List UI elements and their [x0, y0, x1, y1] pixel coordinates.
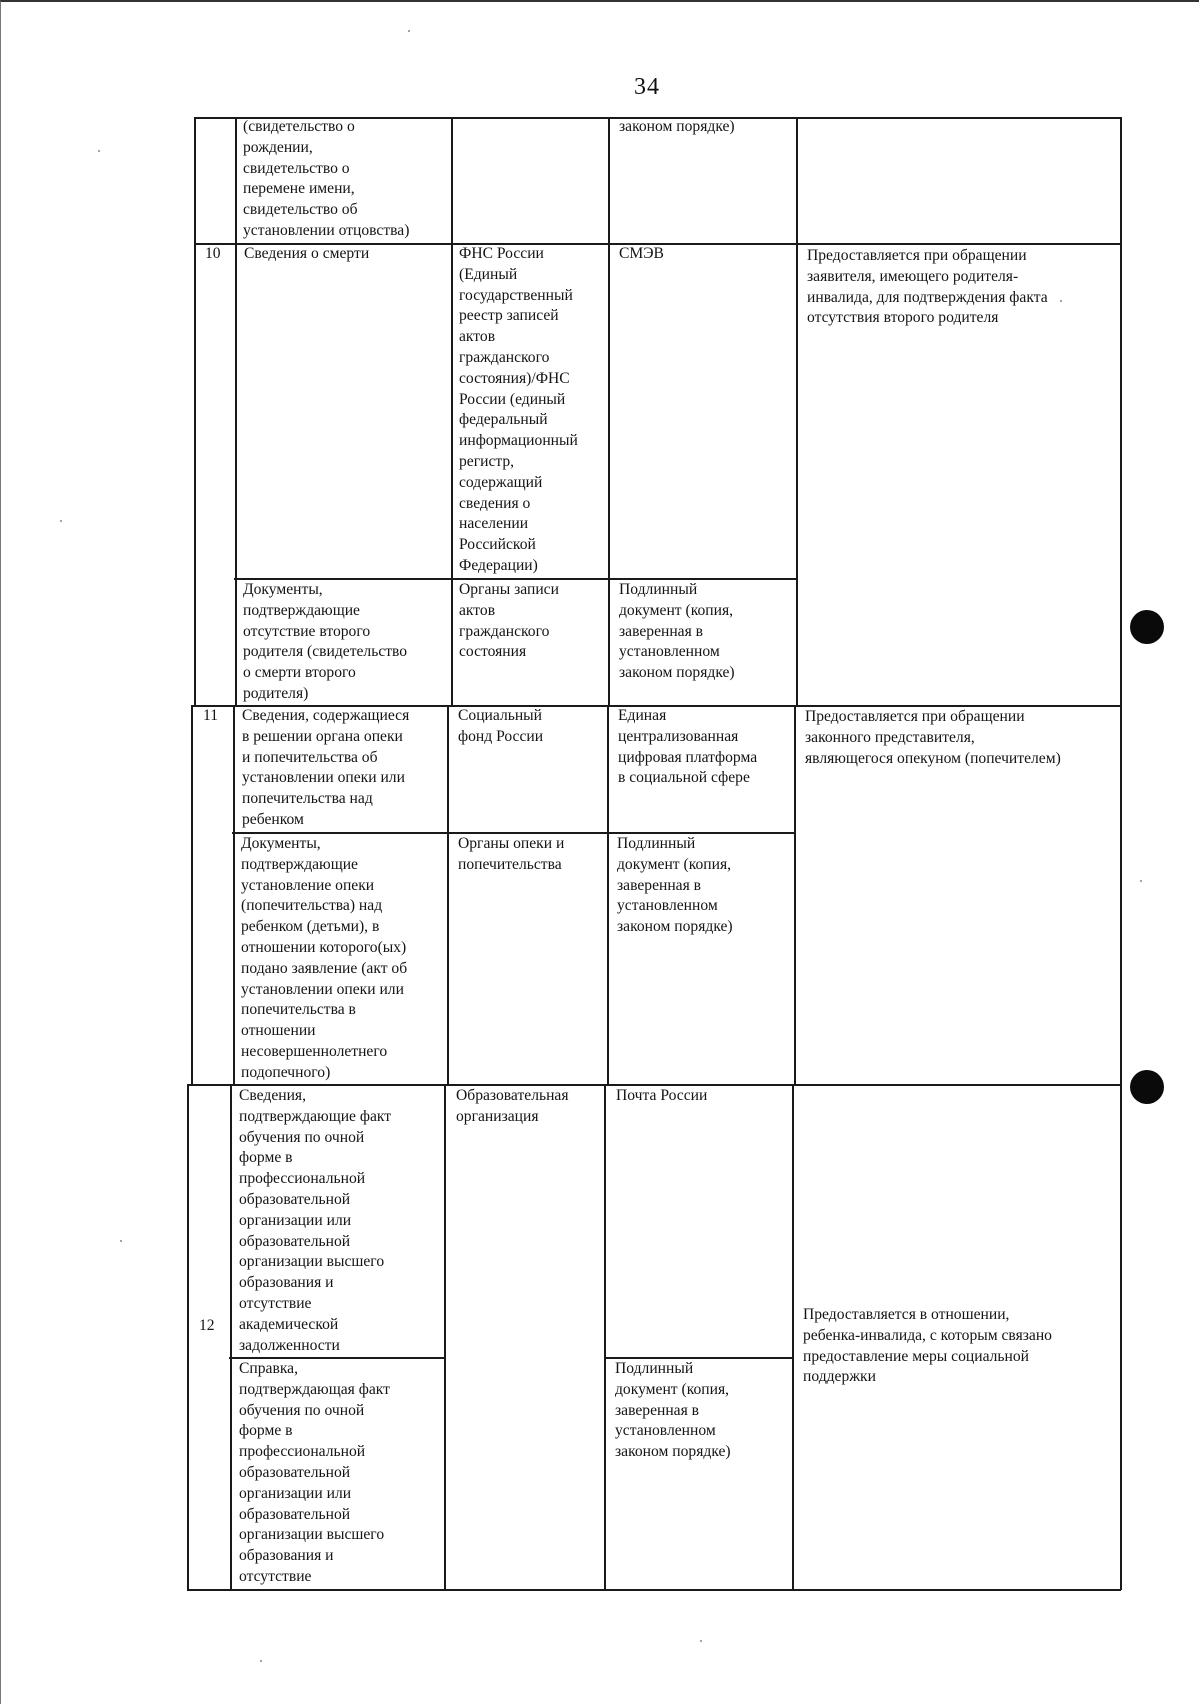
cell-note: Предоставляется в отношении, ребенка-инвалида, с которым связано предоставление меры социальной поддержки	[803, 1306, 1052, 1386]
table-rule	[608, 117, 610, 705]
scan-speck	[408, 30, 410, 32]
cell-name: Документы, подтверждающие установление опеки (попечительства) над ребенком (детьми), в отношении которого(ых) подано заявление (акт об установлении опеки или попечительства в отношении несовершеннолетнего подопечного)	[241, 835, 408, 1081]
cell-method: законом порядке)	[619, 118, 735, 135]
cell-source: ФНС России (Единый государственный реестр записей актов гражданского состояния)/ФНС России (единый федеральный информационный регистр, содержащий сведения о населении Российской Федерации)	[459, 245, 578, 574]
table-rule	[233, 705, 235, 1085]
cell-note: Предоставляется при обращении заявителя, имеющего родителя- инвалида, для подтверждения факта отсутствия второго родителя	[807, 247, 1048, 327]
cell-source: Образовательная организация	[456, 1087, 569, 1125]
cell-name: Справка, подтверждающая факт обучения по очной форме в профессиональной образовательной организации или образовательной организации высшего образования и отсутствие	[239, 1360, 390, 1585]
row-number: 12	[199, 1317, 215, 1334]
table-rule	[235, 117, 237, 705]
table-rule	[796, 117, 798, 705]
table-rule	[187, 1084, 189, 1590]
cell-method: Подлинный документ (копия, заверенная в установленном законом порядке)	[617, 835, 733, 936]
cell-name: Сведения о смерти	[244, 245, 370, 262]
cell-method: СМЭВ	[619, 245, 664, 262]
scan-speck	[1060, 300, 1062, 302]
cell-method: Подлинный документ (копия, заверенная в установленном законом порядке)	[615, 1360, 731, 1461]
table-rule	[607, 705, 609, 1085]
scan-speck	[260, 1660, 262, 1662]
cell-name: Сведения, подтверждающие факт обучения по очной форме в профессиональной образовательной организации или образовательной организации высшего образования и отсутствие академической задолженности	[239, 1087, 392, 1354]
cell-method: Подлинный документ (копия, заверенная в установленном законом порядке)	[619, 581, 735, 682]
cell-method: Единая централизованная цифровая платформа в социальной сфере	[618, 707, 758, 787]
table-rule	[187, 1589, 1121, 1591]
table-rule	[792, 1084, 794, 1590]
scan-speck	[700, 1640, 702, 1642]
table-rule	[191, 705, 193, 1085]
table-rule	[444, 1084, 446, 1590]
scan-speck	[60, 520, 62, 522]
page-number: 34	[634, 74, 660, 100]
cell-name: Сведения, содержащиеся в решении органа опеки и попечительства об установлении опеки или попечительства над ребенком	[242, 707, 410, 828]
scan-speck	[120, 1240, 122, 1242]
table-rule	[794, 705, 796, 1085]
scan-speck	[1140, 880, 1142, 882]
cell-name: Документы, подтверждающие отсутствие второго родителя (свидетельство о смерти второго родителя)	[243, 581, 408, 702]
table-rule	[1120, 117, 1122, 1590]
table-rule	[451, 117, 453, 705]
row-number: 11	[203, 707, 219, 724]
cell-source: Социальный фонд России	[458, 707, 544, 745]
table-rule	[194, 117, 196, 705]
punch-hole	[1130, 610, 1164, 644]
cell-source: Органы записи актов гражданского состояния	[459, 581, 559, 661]
table-rule	[447, 705, 449, 1085]
cell-note: Предоставляется при обращении законного представителя, являющегося опекуном (попечителем)	[805, 708, 1061, 767]
punch-hole	[1130, 1070, 1164, 1104]
table-rule	[604, 1084, 606, 1590]
table-rule	[230, 1084, 232, 1590]
cell-name: (свидетельство о рождении, свидетельство о перемене имени, свидетельство об установлении отцовства)	[243, 118, 410, 239]
scan-speck	[98, 150, 100, 152]
row-number: 10	[205, 245, 221, 262]
cell-source: Органы опеки и попечительства	[458, 835, 565, 873]
cell-method: Почта России	[616, 1087, 708, 1104]
